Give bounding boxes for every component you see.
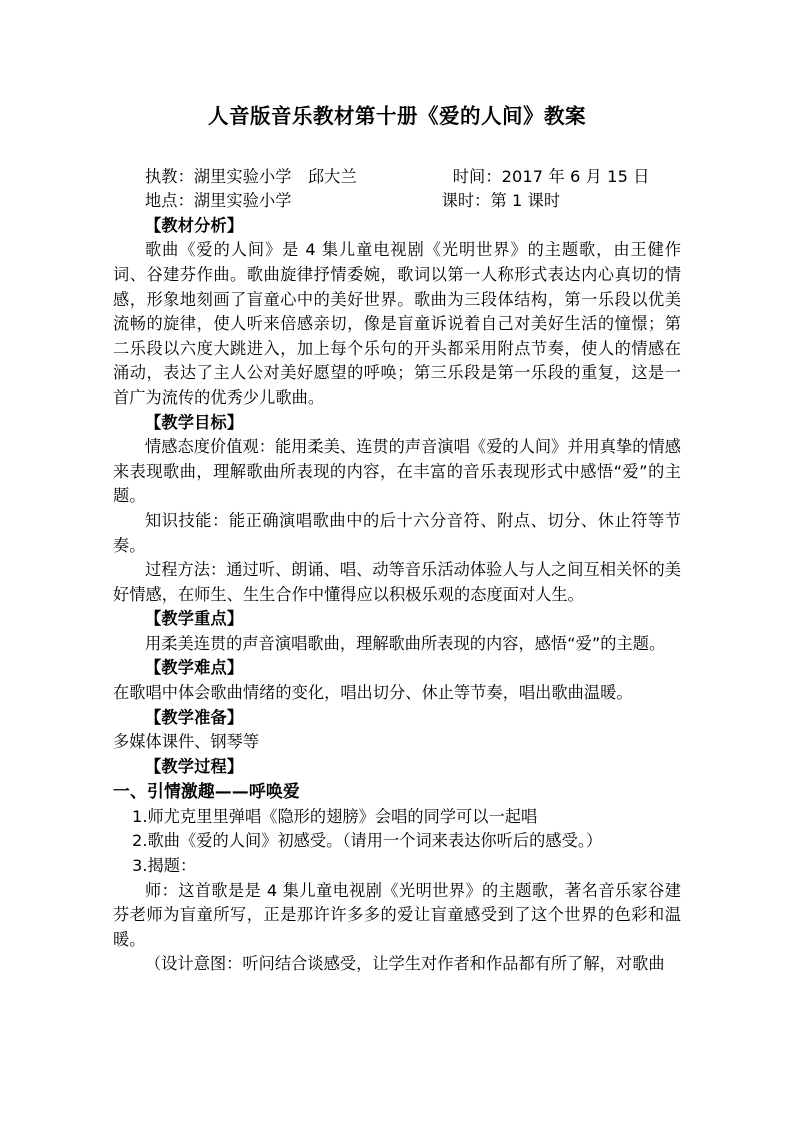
process-list-item-2: 2.歌曲《爱的人间》初感受。（请用一个词来表达你听后的感受。）: [132, 831, 603, 851]
meta-row-teacher: [113, 165, 681, 190]
meta-row-location: [113, 189, 681, 214]
paragraph-teaching-preparation: 多媒体课件、钢琴等: [113, 732, 260, 752]
section-heading-teaching-material-analysis: 【教材分析】: [145, 215, 244, 235]
paragraph-teaching-difficulty: 在歌唱中体会歌曲情绪的变化，唱出切分、休止等节奏，唱出歌曲温暖。: [113, 683, 633, 703]
paragraph-teaching-focus: 用柔美连贯的声音演唱歌曲，理解歌曲所表现的内容，感悟“爱”的主题。: [145, 633, 666, 653]
paragraph-objective-affective: 情感态度价值观：能用柔美、连贯的声音演唱《爱的人间》并用真挚的情感来表现歌曲，理解歌曲所表现的内容，在丰富的音乐表现形式中感悟“爱”的主题。: [113, 437, 681, 506]
section-heading-teaching-process: 【教学过程】: [145, 756, 244, 776]
process-list-item-1: 1.师尤克里里弹唱《隐形的翅膀》会唱的同学可以一起唱: [132, 806, 538, 826]
period-label: 课时：第 1 课时: [441, 191, 561, 211]
paragraph-design-note: （设计意图：听问结合谈感受，让学生对作者和作品都有所了解，对歌曲: [145, 954, 665, 974]
section-heading-teaching-focus: 【教学重点】: [145, 609, 244, 629]
date-label: 时间：2017 年 6 月 15 日: [452, 166, 650, 186]
section-heading-teaching-preparation: 【教学准备】: [145, 707, 244, 727]
process-list-item-3: 3.揭题：: [132, 856, 197, 876]
teacher-label: 执教：湖里实验小学 邱大兰: [145, 166, 357, 186]
section-heading-teaching-objectives: 【教学目标】: [145, 412, 244, 432]
title-spacer: [113, 129, 681, 165]
location-label: 地点：湖里实验小学: [145, 191, 292, 211]
paragraph-objective-process: 过程方法：通过听、朗诵、唱、动等音乐活动体验人与人之间互相关怀的美好情感，在师生、生生合作中懂得应以积极乐观的态度面对人生。: [113, 560, 681, 604]
process-section-title: 一、引情激趣——呼唤爱: [113, 781, 300, 802]
page-title: 人音版音乐教材第十册《爱的人间》教案: [208, 104, 586, 128]
document-body: [113, 0, 681, 977]
section-heading-teaching-difficulty: 【教学难点】: [145, 658, 244, 678]
paragraph-objective-knowledge: 知识技能：能正确演唱歌曲中的后十六分音符、附点、切分、休止符等节奏。: [113, 510, 681, 555]
paragraph-material-analysis: 歌曲《爱的人间》是 4 集儿童电视剧《光明世界》的主题歌，由王健作词、谷建芬作曲。歌曲旋律抒情委婉，歌词以第一人称形式表达内心真切的情感，形象地刻画了盲童心中的美好世界。歌曲为三段体结构，第一乐段以优美流畅的旋律，使人听来倍感亲切，像是盲童诉说着自己对美好生活的憧憬；第二乐段以六度大跳进入，加上每个乐句的开头都采用附点节奏，使人的情感在涌动，表达了主人公对美好愿望的呼唤；第三乐段是第一乐段的重复，这是一首广为流传的优秀少儿歌曲。: [113, 240, 681, 407]
paragraph-teacher-speech: 师：这首歌是是 4 集儿童电视剧《光明世界》的主题歌，著名音乐家谷建芬老师为盲童所写，正是那许许多多的爱让盲童感受到了这个世界的色彩和温暖。: [113, 880, 681, 949]
